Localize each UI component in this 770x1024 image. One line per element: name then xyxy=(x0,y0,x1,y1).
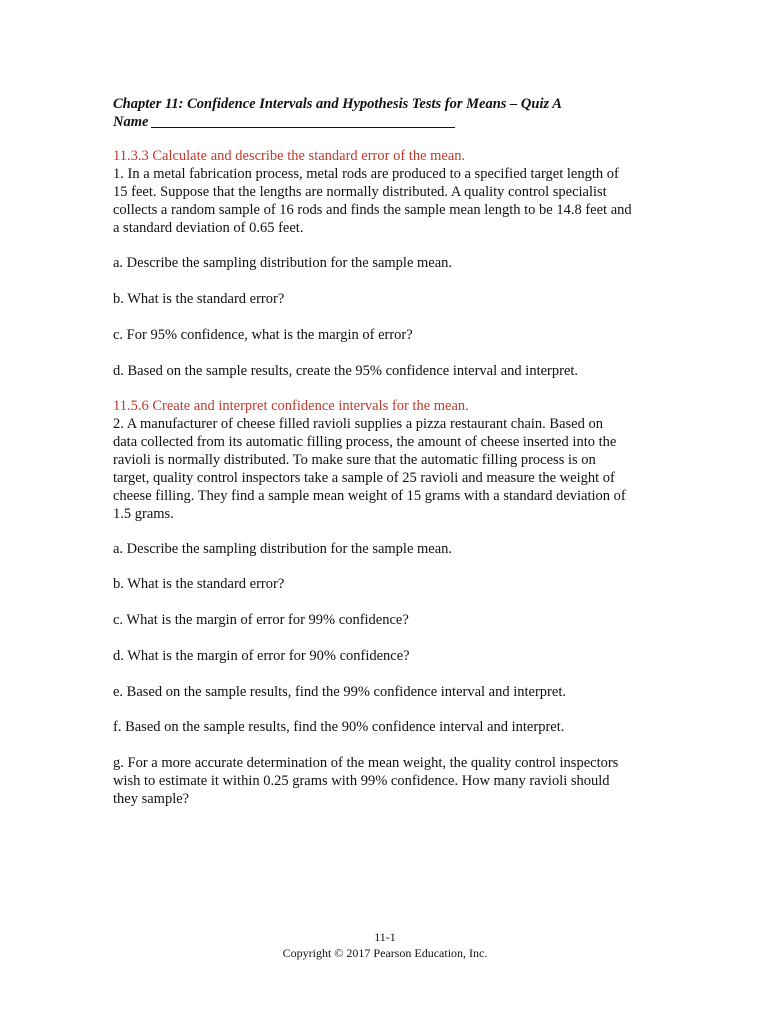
problem-text-line: ravioli is normally distributed. To make sure that the automatic filling process is on xyxy=(113,452,596,468)
question-2e: e. Based on the sample results, find the 99% confidence interval and interpret. xyxy=(113,684,566,700)
problem-text-line: 1.5 grams. xyxy=(113,506,174,522)
question-2f: f. Based on the sample results, find the 90% confidence interval and interpret. xyxy=(113,719,565,735)
question-1d: d. Based on the sample results, create the 95% confidence interval and interpret. xyxy=(113,363,579,379)
copyright-notice: Copyright © 2017 Pearson Education, Inc. xyxy=(282,946,488,960)
question-text-line: g. For a more accurate determination of the mean weight, the quality control inspectors xyxy=(113,755,619,771)
question-2c: c. What is the margin of error for 99% confidence? xyxy=(113,612,409,628)
question-1c: c. For 95% confidence, what is the margin of error? xyxy=(113,327,413,343)
question-2d: d. What is the margin of error for 90% confidence? xyxy=(113,648,410,664)
problem-text-line: cheese filling. They find a sample mean weight of 15 grams with a standard deviation of xyxy=(113,488,626,504)
question-2b: b. What is the standard error? xyxy=(113,576,285,592)
problem-text-line: 2. A manufacturer of cheese filled ravioli supplies a pizza restaurant chain. Based on xyxy=(113,416,603,432)
section-1 xyxy=(113,147,673,237)
problem-text-line: target, quality control inspectors take a sample of 25 ravioli and measure the weight of xyxy=(113,470,615,486)
learning-objective: 11.3.3 Calculate and describe the standard error of the mean. xyxy=(113,148,466,164)
name-field xyxy=(113,113,455,131)
name-label: Name xyxy=(113,114,149,130)
question-2a: a. Describe the sampling distribution for the sample mean. xyxy=(113,541,453,557)
question-2g xyxy=(113,754,673,808)
question-1a: a. Describe the sampling distribution for the sample mean. xyxy=(113,255,453,271)
problem-text-line: collects a random sample of 16 rods and finds the sample mean length to be 14.8 feet and xyxy=(113,202,632,218)
question-text-line: they sample? xyxy=(113,791,190,807)
problem-text-line: a standard deviation of 0.65 feet. xyxy=(113,220,304,236)
question-1b: b. What is the standard error? xyxy=(113,291,285,307)
learning-objective: 11.5.6 Create and interpret confidence intervals for the mean. xyxy=(113,398,469,414)
page-title: Chapter 11: Confidence Intervals and Hypothesis Tests for Means – Quiz A xyxy=(113,96,562,112)
problem-text-line: 15 feet. Suppose that the lengths are normally distributed. A quality control specialist xyxy=(113,184,607,200)
page-number: 11-1 xyxy=(374,930,396,944)
name-underline xyxy=(151,113,455,128)
problem-text-line: data collected from its automatic filling process, the amount of cheese inserted into the xyxy=(113,434,617,450)
question-text-line: wish to estimate it within 0.25 grams with 99% confidence. How many ravioli should xyxy=(113,773,610,789)
section-2 xyxy=(113,397,673,523)
problem-text-line: 1. In a metal fabrication process, metal rods are produced to a specified target length of xyxy=(113,166,619,182)
